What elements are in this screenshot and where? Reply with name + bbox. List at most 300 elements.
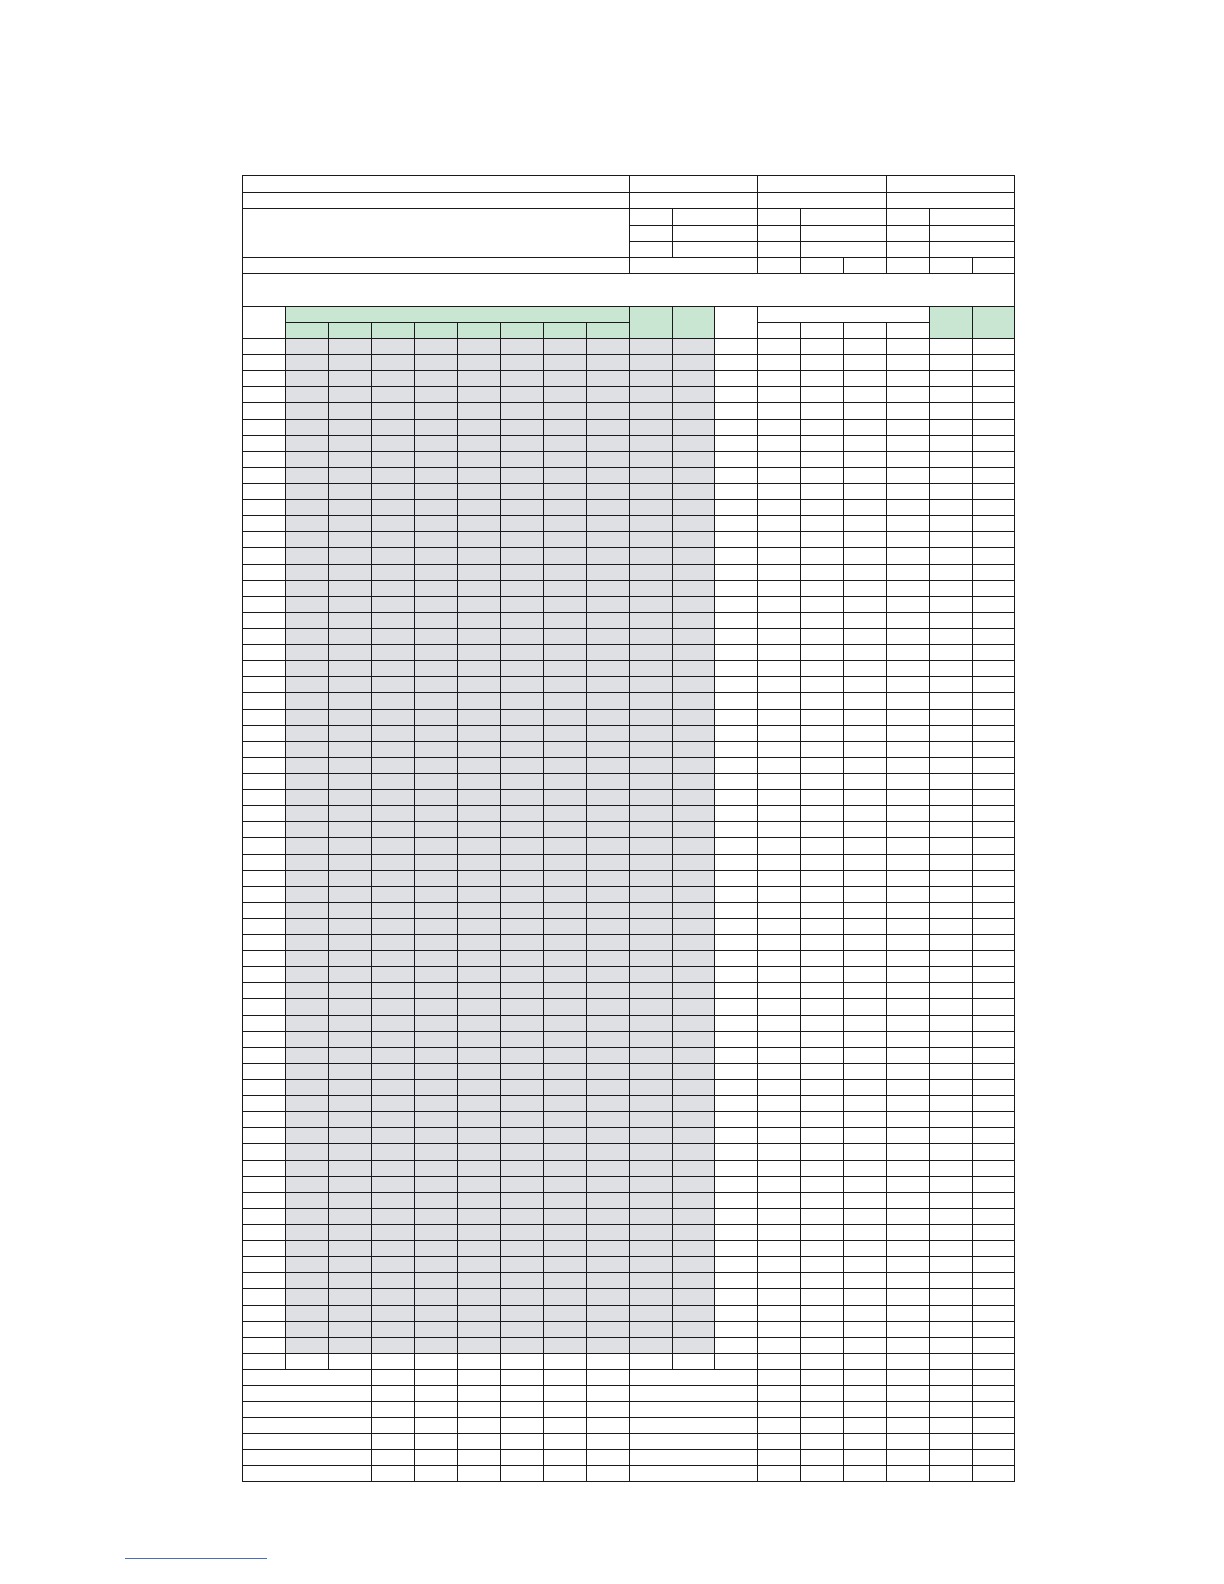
table-cell bbox=[757, 628, 801, 645]
table-cell bbox=[843, 435, 887, 452]
table-cell bbox=[800, 1111, 844, 1128]
table-cell bbox=[371, 515, 415, 532]
header-label-cell bbox=[629, 241, 673, 258]
table-cell bbox=[500, 1305, 544, 1322]
table-cell bbox=[672, 1015, 715, 1032]
table-cell bbox=[371, 1288, 415, 1306]
table-cell bbox=[242, 773, 286, 790]
header-subtitle-cell bbox=[242, 192, 630, 209]
table-cell bbox=[457, 354, 501, 371]
table-cell bbox=[843, 966, 887, 983]
table-cell bbox=[457, 628, 501, 645]
table-cell bbox=[543, 1015, 587, 1032]
table-cell bbox=[629, 950, 673, 967]
table-cell bbox=[714, 1095, 758, 1112]
table-cell bbox=[457, 547, 501, 565]
table-cell bbox=[886, 402, 930, 420]
table-cell bbox=[457, 467, 501, 484]
table-cell bbox=[714, 1321, 758, 1338]
table-cell bbox=[843, 934, 887, 951]
table-cell bbox=[414, 1208, 458, 1225]
table-cell bbox=[285, 966, 329, 983]
table-cell bbox=[929, 886, 973, 903]
table-cell bbox=[371, 580, 415, 597]
table-cell bbox=[328, 692, 372, 710]
header-value-cell bbox=[800, 208, 887, 226]
table-cell bbox=[500, 435, 544, 452]
table-cell bbox=[972, 1143, 1015, 1161]
table-cell bbox=[629, 725, 673, 742]
table-cell bbox=[543, 741, 587, 758]
table-cell bbox=[757, 1256, 801, 1273]
table-cell bbox=[242, 564, 286, 581]
table-cell bbox=[328, 934, 372, 951]
table-cell bbox=[500, 1208, 544, 1225]
table-cell bbox=[972, 467, 1015, 484]
table-cell bbox=[242, 628, 286, 645]
table-cell bbox=[543, 338, 587, 355]
table-cell bbox=[929, 402, 973, 420]
table-cell bbox=[757, 338, 801, 355]
table-cell bbox=[757, 483, 801, 500]
table-cell bbox=[757, 1272, 801, 1289]
table-cell bbox=[714, 725, 758, 742]
table-cell bbox=[629, 354, 673, 371]
table-cell bbox=[586, 725, 630, 742]
header-value-cell bbox=[672, 225, 758, 242]
table-cell bbox=[800, 757, 844, 774]
table-cell bbox=[414, 725, 458, 742]
table-cell bbox=[500, 1063, 544, 1080]
table-cell bbox=[414, 612, 458, 629]
table-cell bbox=[371, 531, 415, 548]
table-cell bbox=[328, 1208, 372, 1225]
table-cell bbox=[457, 660, 501, 677]
table-cell bbox=[672, 773, 715, 790]
table-cell bbox=[285, 499, 329, 516]
table-cell bbox=[972, 644, 1015, 661]
table-cell bbox=[714, 950, 758, 967]
summary-cell bbox=[586, 1449, 630, 1466]
table-cell bbox=[543, 402, 587, 420]
table-cell bbox=[886, 515, 930, 532]
summary-cell bbox=[843, 1417, 887, 1434]
table-cell bbox=[285, 676, 329, 693]
header-row-cell bbox=[242, 257, 630, 274]
table-cell bbox=[972, 1047, 1015, 1064]
table-cell bbox=[500, 950, 544, 967]
table-cell bbox=[242, 499, 286, 516]
table-cell bbox=[800, 966, 844, 983]
table-cell bbox=[843, 596, 887, 613]
table-cell bbox=[800, 612, 844, 629]
table-cell bbox=[242, 547, 286, 565]
table-cell bbox=[714, 1208, 758, 1225]
table-cell bbox=[500, 1015, 544, 1032]
table-cell bbox=[843, 757, 887, 774]
table-cell bbox=[543, 692, 587, 710]
table-cell bbox=[629, 628, 673, 645]
table-cell bbox=[328, 1079, 372, 1096]
table-cell bbox=[886, 676, 930, 693]
table-cell bbox=[714, 451, 758, 468]
table-cell bbox=[242, 644, 286, 661]
table-cell bbox=[886, 1305, 930, 1322]
table-cell bbox=[242, 821, 286, 838]
table-cell bbox=[371, 692, 415, 710]
table-cell bbox=[672, 1111, 715, 1128]
table-cell bbox=[543, 966, 587, 983]
summary-cell bbox=[414, 1449, 458, 1466]
table-cell bbox=[757, 467, 801, 484]
table-cell bbox=[242, 902, 286, 919]
table-cell bbox=[972, 499, 1015, 516]
table-cell bbox=[414, 386, 458, 403]
table-cell bbox=[843, 451, 887, 468]
table-cell bbox=[629, 515, 673, 532]
summary-cell bbox=[242, 1433, 372, 1450]
table-cell bbox=[457, 1143, 501, 1161]
table-cell bbox=[328, 580, 372, 597]
table-cell bbox=[328, 1305, 372, 1322]
table-cell bbox=[972, 692, 1015, 710]
table-cell bbox=[757, 547, 801, 565]
table-cell bbox=[242, 1176, 286, 1193]
table-cell bbox=[672, 580, 715, 597]
table-cell bbox=[242, 531, 286, 548]
table-cell bbox=[886, 918, 930, 935]
table-cell bbox=[800, 467, 844, 484]
table-cell bbox=[800, 709, 844, 726]
table-cell bbox=[371, 1095, 415, 1112]
table-cell bbox=[371, 1353, 415, 1370]
table-cell bbox=[843, 515, 887, 532]
table-cell bbox=[457, 596, 501, 613]
table-cell bbox=[843, 402, 887, 420]
table-cell bbox=[629, 741, 673, 758]
table-cell bbox=[629, 338, 673, 355]
summary-cell bbox=[843, 1449, 887, 1466]
header-field-6 bbox=[886, 192, 1015, 209]
summary-cell bbox=[457, 1385, 501, 1402]
table-cell bbox=[242, 660, 286, 677]
table-cell bbox=[886, 1127, 930, 1144]
table-cell bbox=[757, 1208, 801, 1225]
table-cell bbox=[414, 1127, 458, 1144]
table-cell bbox=[757, 998, 801, 1016]
table-cell bbox=[242, 709, 286, 726]
summary-cell bbox=[886, 1449, 930, 1466]
table-cell bbox=[714, 918, 758, 935]
table-cell bbox=[629, 386, 673, 403]
table-cell bbox=[972, 1240, 1015, 1257]
table-cell bbox=[757, 854, 801, 871]
table-cell bbox=[972, 596, 1015, 613]
table-cell bbox=[242, 354, 286, 371]
table-cell bbox=[800, 1176, 844, 1193]
table-cell bbox=[371, 886, 415, 903]
table-cell bbox=[414, 1224, 458, 1241]
table-cell bbox=[285, 998, 329, 1016]
table-cell bbox=[629, 773, 673, 790]
table-cell bbox=[629, 1272, 673, 1289]
table-cell bbox=[457, 725, 501, 742]
table-cell bbox=[672, 1353, 715, 1370]
table-cell bbox=[886, 709, 930, 726]
table-cell bbox=[843, 1256, 887, 1273]
table-cell bbox=[629, 1031, 673, 1048]
table-cell bbox=[414, 580, 458, 597]
table-cell bbox=[414, 1047, 458, 1064]
table-cell bbox=[328, 628, 372, 645]
table-cell bbox=[543, 757, 587, 774]
table-cell bbox=[371, 998, 415, 1016]
table-cell bbox=[672, 1031, 715, 1048]
table-cell bbox=[500, 886, 544, 903]
table-cell bbox=[672, 854, 715, 871]
table-cell bbox=[972, 854, 1015, 871]
summary-cell bbox=[586, 1369, 630, 1386]
header-row-cell bbox=[886, 257, 930, 274]
table-cell bbox=[586, 692, 630, 710]
table-cell bbox=[500, 998, 544, 1016]
table-cell bbox=[414, 934, 458, 951]
table-cell bbox=[414, 918, 458, 935]
table-cell bbox=[629, 902, 673, 919]
table-cell bbox=[843, 1079, 887, 1096]
table-cell bbox=[757, 370, 801, 387]
header-label-cell bbox=[886, 225, 930, 242]
table-cell bbox=[414, 966, 458, 983]
table-cell bbox=[714, 966, 758, 983]
table-cell bbox=[457, 1111, 501, 1128]
table-cell bbox=[285, 467, 329, 484]
table-cell bbox=[285, 1176, 329, 1193]
table-cell bbox=[972, 676, 1015, 693]
table-cell bbox=[285, 741, 329, 758]
summary-cell bbox=[800, 1465, 844, 1482]
table-cell bbox=[500, 547, 544, 565]
table-cell bbox=[371, 612, 415, 629]
table-cell bbox=[371, 547, 415, 565]
summary-cell bbox=[972, 1401, 1015, 1418]
table-cell bbox=[800, 854, 844, 871]
table-cell bbox=[629, 483, 673, 500]
table-cell bbox=[500, 419, 544, 436]
table-cell bbox=[242, 467, 286, 484]
table-cell bbox=[328, 612, 372, 629]
table-cell bbox=[371, 1143, 415, 1161]
table-cell bbox=[543, 354, 587, 371]
table-cell bbox=[500, 966, 544, 983]
table-cell bbox=[586, 789, 630, 806]
table-cell bbox=[886, 580, 930, 597]
table-cell bbox=[328, 709, 372, 726]
summary-cell bbox=[543, 1385, 587, 1402]
table-cell bbox=[629, 402, 673, 420]
table-cell bbox=[972, 1321, 1015, 1338]
summary-cell bbox=[242, 1385, 372, 1402]
table-cell bbox=[929, 1095, 973, 1112]
table-cell bbox=[929, 1015, 973, 1032]
table-cell bbox=[285, 531, 329, 548]
table-cell bbox=[242, 1111, 286, 1128]
table-cell bbox=[285, 338, 329, 355]
table-cell bbox=[886, 564, 930, 581]
table-cell bbox=[457, 854, 501, 871]
table-cell bbox=[886, 419, 930, 436]
table-cell bbox=[714, 660, 758, 677]
table-cell bbox=[757, 837, 801, 855]
table-cell bbox=[414, 886, 458, 903]
table-cell bbox=[757, 1015, 801, 1032]
table-cell bbox=[414, 805, 458, 822]
table-cell bbox=[543, 1031, 587, 1048]
table-cell bbox=[500, 580, 544, 597]
table-cell bbox=[886, 1160, 930, 1177]
table-cell bbox=[929, 467, 973, 484]
table-cell bbox=[800, 789, 844, 806]
table-cell bbox=[929, 1321, 973, 1338]
table-cell bbox=[500, 515, 544, 532]
summary-cell bbox=[757, 1385, 801, 1402]
table-cell bbox=[414, 1063, 458, 1080]
table-cell bbox=[886, 644, 930, 661]
table-cell bbox=[500, 1272, 544, 1289]
table-cell bbox=[242, 886, 286, 903]
table-cell bbox=[800, 564, 844, 581]
table-cell bbox=[843, 354, 887, 371]
table-cell bbox=[929, 725, 973, 742]
table-cell bbox=[843, 1015, 887, 1032]
instructions-band bbox=[242, 273, 1015, 307]
table-cell bbox=[586, 451, 630, 468]
table-cell bbox=[586, 596, 630, 613]
summary-cell bbox=[543, 1465, 587, 1482]
table-cell bbox=[972, 1079, 1015, 1096]
table-cell bbox=[371, 596, 415, 613]
table-cell bbox=[886, 1288, 930, 1306]
table-cell bbox=[500, 386, 544, 403]
table-cell bbox=[414, 1111, 458, 1128]
table-cell bbox=[629, 1095, 673, 1112]
table-cell bbox=[586, 1208, 630, 1225]
summary-cell bbox=[843, 1385, 887, 1402]
summary-cell bbox=[629, 1433, 758, 1450]
table-cell bbox=[543, 1272, 587, 1289]
table-cell bbox=[972, 483, 1015, 500]
table-cell bbox=[285, 660, 329, 677]
table-cell bbox=[672, 1288, 715, 1306]
table-cell bbox=[586, 1337, 630, 1354]
table-cell bbox=[972, 1015, 1015, 1032]
table-cell bbox=[586, 1127, 630, 1144]
summary-cell bbox=[242, 1401, 372, 1418]
table-cell bbox=[929, 966, 973, 983]
table-cell bbox=[500, 837, 544, 855]
table-cell bbox=[586, 1272, 630, 1289]
table-cell bbox=[328, 596, 372, 613]
table-cell bbox=[242, 1095, 286, 1112]
table-cell bbox=[843, 1095, 887, 1112]
table-cell bbox=[543, 837, 587, 855]
table-cell bbox=[929, 1240, 973, 1257]
table-cell bbox=[586, 1305, 630, 1322]
table-cell bbox=[242, 386, 286, 403]
table-cell bbox=[457, 1160, 501, 1177]
table-cell bbox=[500, 1192, 544, 1209]
table-cell bbox=[414, 547, 458, 565]
table-cell bbox=[457, 982, 501, 999]
table-cell bbox=[972, 402, 1015, 420]
table-cell bbox=[757, 950, 801, 967]
table-cell bbox=[843, 1224, 887, 1241]
table-cell bbox=[629, 435, 673, 452]
table-cell bbox=[629, 886, 673, 903]
table-cell bbox=[672, 676, 715, 693]
header-value-cell bbox=[672, 208, 758, 226]
table-cell bbox=[757, 1321, 801, 1338]
table-cell bbox=[500, 660, 544, 677]
table-cell bbox=[629, 596, 673, 613]
table-cell bbox=[800, 1272, 844, 1289]
table-cell bbox=[800, 982, 844, 999]
table-cell bbox=[929, 644, 973, 661]
table-cell bbox=[972, 1272, 1015, 1289]
table-cell bbox=[672, 821, 715, 838]
table-cell bbox=[629, 467, 673, 484]
table-cell bbox=[328, 1272, 372, 1289]
table-cell bbox=[800, 1143, 844, 1161]
table-cell bbox=[886, 1095, 930, 1112]
header-info-block bbox=[242, 208, 630, 258]
table-cell bbox=[543, 870, 587, 887]
table-cell bbox=[457, 644, 501, 661]
table-cell bbox=[242, 692, 286, 710]
table-cell bbox=[886, 596, 930, 613]
table-cell bbox=[457, 483, 501, 500]
table-cell bbox=[242, 1240, 286, 1257]
table-cell bbox=[886, 370, 930, 387]
summary-cell bbox=[371, 1465, 415, 1482]
table-cell bbox=[672, 725, 715, 742]
table-cell bbox=[242, 612, 286, 629]
table-cell bbox=[457, 370, 501, 387]
table-cell bbox=[371, 1272, 415, 1289]
table-cell bbox=[757, 1111, 801, 1128]
table-cell bbox=[672, 644, 715, 661]
table-cell bbox=[285, 1031, 329, 1048]
table-cell bbox=[714, 1240, 758, 1257]
table-cell bbox=[500, 644, 544, 661]
table-cell bbox=[371, 709, 415, 726]
table-cell bbox=[672, 628, 715, 645]
table-cell bbox=[371, 1031, 415, 1048]
table-cell bbox=[543, 1208, 587, 1225]
table-cell bbox=[672, 467, 715, 484]
table-cell bbox=[929, 757, 973, 774]
table-cell bbox=[500, 789, 544, 806]
table-cell bbox=[328, 644, 372, 661]
table-cell bbox=[457, 1240, 501, 1257]
table-cell bbox=[285, 1208, 329, 1225]
table-cell bbox=[543, 483, 587, 500]
table-cell bbox=[457, 950, 501, 967]
table-cell bbox=[586, 1143, 630, 1161]
table-cell bbox=[500, 982, 544, 999]
header-value-cell bbox=[800, 225, 887, 242]
table-cell bbox=[543, 596, 587, 613]
